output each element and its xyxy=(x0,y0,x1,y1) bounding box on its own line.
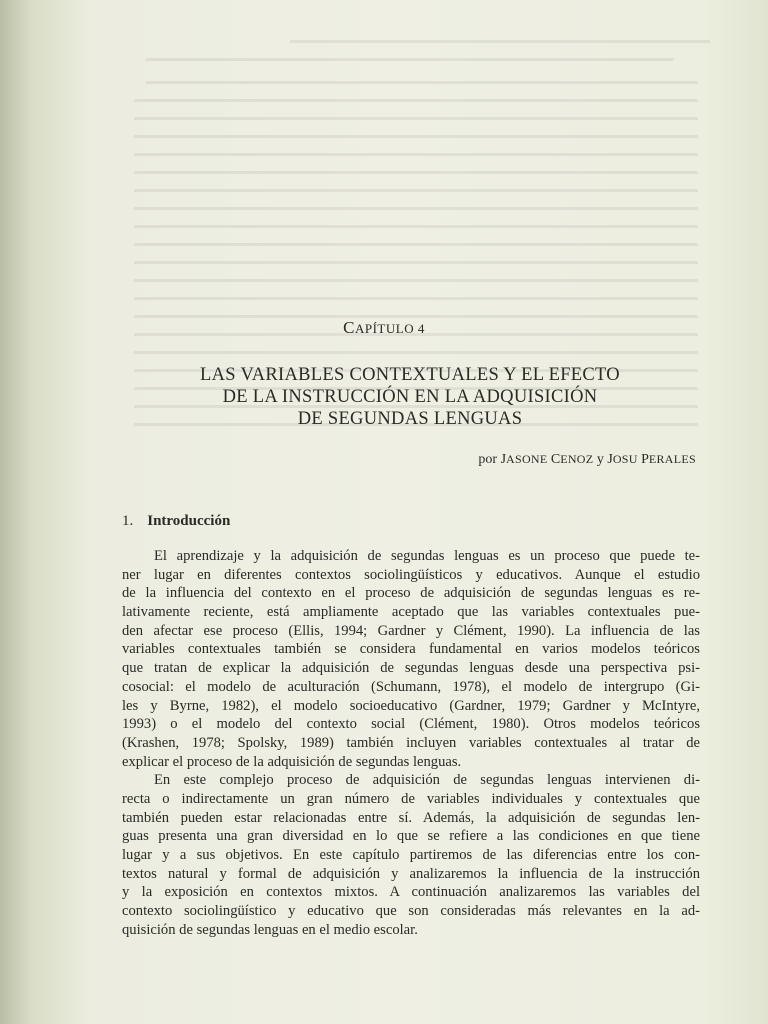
text-line: 1993) o el modelo del contexto social (Clément, 1980). Otros modelos teóricos xyxy=(122,716,700,733)
text-line: cosocial: el modelo de aculturación (Schumann, 1978), el modelo de intergrupo (Gi- xyxy=(122,678,700,695)
chapter-title-line: LAS VARIABLES CONTEXTUALES Y EL EFECTO xyxy=(200,365,620,385)
chapter-title-line: DE LA INSTRUCCIÓN EN LA ADQUISICIÓN xyxy=(222,387,598,407)
chapter-number xyxy=(84,318,684,338)
text-line: y la exposición en contextos mixtos. A continuación analizaremos las variables del xyxy=(122,884,700,901)
text-line: lativamente reciente, está ampliamente aceptado que las variables contextuales pue- xyxy=(122,604,700,621)
author-name: JASONE CENOZ xyxy=(500,452,594,467)
chapter-title xyxy=(110,364,710,430)
chapter-label-rest: APÍTULO 4 xyxy=(354,321,425,336)
section-heading xyxy=(122,513,230,530)
text-line: de la influencia del contexto en el proceso de adquisición de segundas lenguas es re- xyxy=(122,585,700,602)
chapter-title-line: DE SEGUNDAS LENGUAS xyxy=(297,409,523,429)
text-line: también pueden estar relacionadas entre sí. Además, la adquisición de segundas len- xyxy=(122,809,700,826)
text-line: den afectar ese proceso (Ellis, 1994; Gardner y Clément, 1990). La influencia de las xyxy=(122,622,700,639)
author-conjunction: y xyxy=(593,452,608,467)
chapter-label-initial: C xyxy=(343,318,355,337)
text-line: les y Byrne, 1982), el modelo socioeducativo (Gardner, 1979; Gardner y McIntyre, xyxy=(122,697,700,714)
paragraph xyxy=(122,547,700,771)
text-line: explicar el proceso de la adquisición de segundas lenguas. xyxy=(122,753,462,770)
text-line: quisición de segundas lenguas en el medio escolar. xyxy=(122,921,418,938)
text-line: que tratan de explicar la adquisición de segundas lenguas desde una perspectiva psi- xyxy=(122,660,700,677)
paragraph xyxy=(122,771,700,939)
text-line: En este complejo proceso de adquisición de segundas lenguas intervienen di- xyxy=(154,772,700,789)
text-line: El aprendizaje y la adquisición de segundas lenguas es un proceso que puede te- xyxy=(154,548,700,564)
text-line: (Krashen, 1978; Spolsky, 1989) también incluyen variables contextuales al tratar de xyxy=(122,734,700,751)
byline-prefix: por xyxy=(478,452,498,467)
text-line: textos natural y formal de adquisición y analizaremos la influencia de la instrucción xyxy=(122,865,700,882)
section-title: Introducción xyxy=(147,513,231,529)
text-line: guas presenta una gran diversidad en lo que se refiere a las condiciones en que tiene xyxy=(122,828,700,845)
text-line: contexto sociolingüístico y educativo que son consideradas más relevantes en la ad- xyxy=(122,903,700,920)
text-line: recta o indirectamente un gran número de variables individuales y contextuales que xyxy=(122,790,700,807)
text-line: lugar y a sus objetivos. En este capítulo partiremos de las diferencias entre los con- xyxy=(122,847,700,863)
chapter-authors xyxy=(300,452,696,468)
section-number: 1. xyxy=(122,513,134,529)
body-text xyxy=(122,547,700,939)
author-name: JOSU PERALES xyxy=(607,452,696,467)
text-line: ner lugar en diferentes contextos sociolingüísticos y educativos. Aunque el estudio xyxy=(122,566,700,583)
text-line: variables contextuales también se considera fundamental en varios modelos teóricos xyxy=(122,641,700,658)
